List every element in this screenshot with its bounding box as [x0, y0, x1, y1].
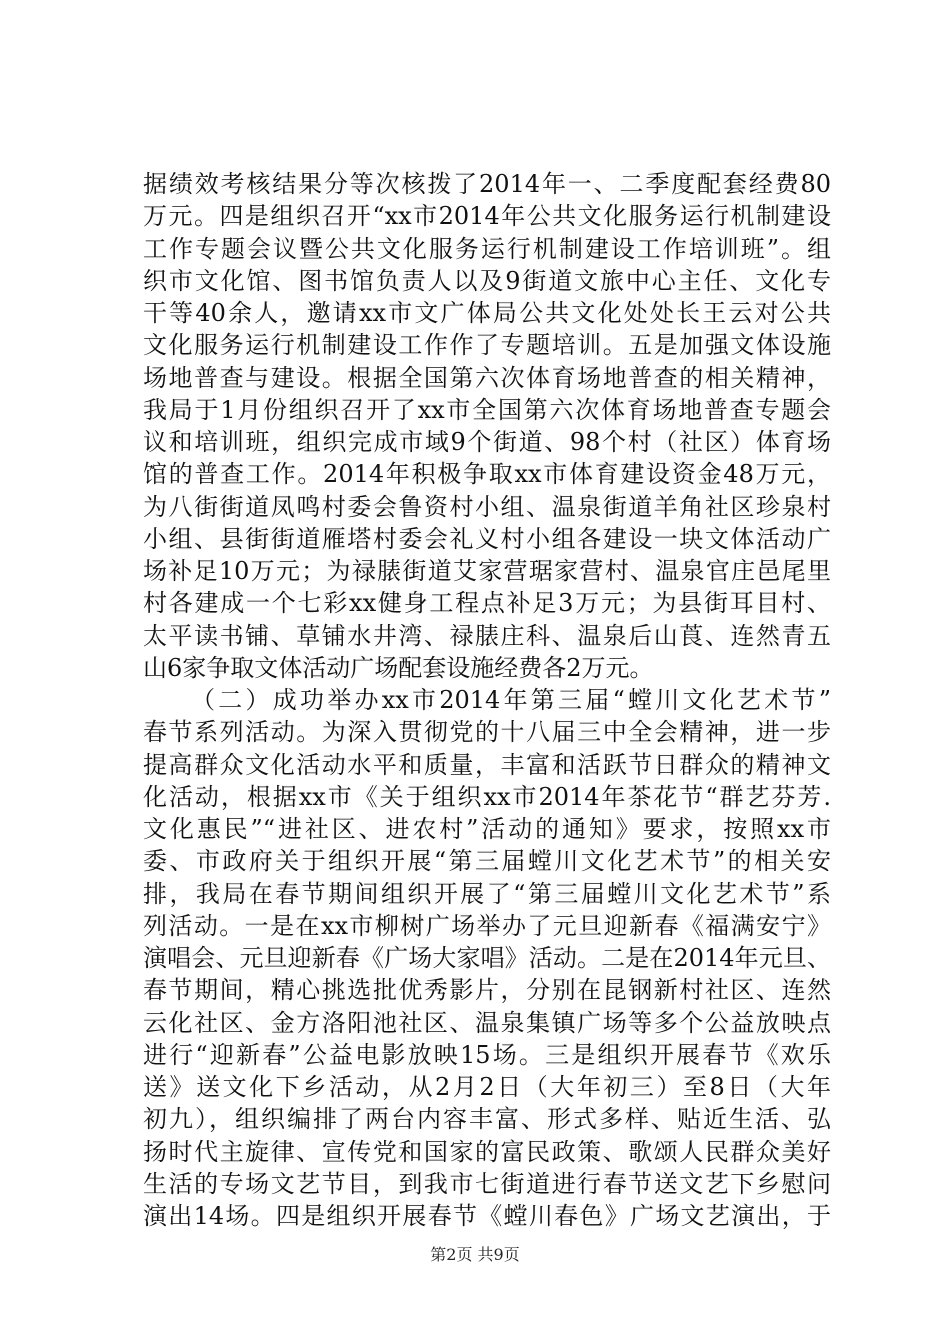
text-line: 演唱会、元旦迎新春《广场大家唱》活动。二是在2014年元旦、 [143, 944, 831, 972]
text-line: 扬时代主旋律、宣传党和国家的富民政策、歌颂人民群众美好 [143, 1137, 831, 1166]
text-line: 化活动，根据xx市《关于组织xx市2014年茶花节“群艺芬芳. [143, 782, 831, 811]
text-line: 山6家争取文体活动广场配套设施经费各2万元。 [143, 653, 654, 682]
text-line: 送》送文化下乡活动，从2月2日（大年初三）至8日（大年 [143, 1073, 831, 1101]
document-body [143, 168, 831, 1232]
text-line: 演出14场。四是组织开展春节《螳川春色》广场文艺演出，于 [143, 1202, 831, 1230]
text-line: 小组、县街街道雁塔村委会礼义村小组各建设一块文体活动广 [143, 524, 831, 553]
text-line: 场地普查与建设。根据全国第六次体育场地普查的相关精神， [143, 363, 831, 392]
text-line: 进行“迎新春”公益电影放映15场。三是组织开展春节《欢乐 [143, 1040, 831, 1069]
text-line: 工作专题会议暨公共文化服务运行机制建设工作培训班”。组 [143, 234, 831, 263]
text-line: 委、市政府关于组织开展“第三届螳川文化艺术节”的相关安 [143, 847, 831, 876]
text-line: 万元。四是组织召开“xx市2014年公共文化服务运行机制建设 [143, 202, 831, 231]
text-line: 文化惠民”“进社区、进农村”活动的通知》要求，按照xx市 [143, 815, 831, 843]
text-line: 排，我局在春节期间组织开展了“第三届螳川文化艺术节”系 [143, 879, 831, 908]
section-heading-line: （二）成功举办xx市2014年第三届“螳川文化艺术节” [191, 686, 831, 714]
text-line: 村各建成一个七彩xx健身工程点补足3万元；为县街耳目村、 [143, 589, 831, 618]
text-line: 列活动。一是在xx市柳树广场举办了元旦迎新春《福满安宁》 [143, 911, 831, 940]
text-line: 据绩效考核结果分等次核拨了2014年一、二季度配套经费80 [143, 170, 831, 198]
text-line: 春节系列活动。为深入贯彻党的十八届三中全会精神，进一步 [143, 718, 831, 747]
text-line: 我局于1月份组织召开了xx市全国第六次体育场地普查专题会 [143, 395, 831, 424]
text-line: 馆的普查工作。2014年积极争取xx市体育建设资金48万元， [143, 460, 831, 489]
text-line: 提高群众文化活动水平和质量，丰富和活跃节日群众的精神文 [143, 750, 831, 779]
text-line: 初九），组织编排了两台内容丰富、形式多样、贴近生活、弘 [143, 1105, 831, 1134]
page-number-footer: 第2页 共9页 [430, 1245, 520, 1264]
text-line: 春节期间，精心挑选批优秀影片，分别在昆钢新村社区、连然 [143, 976, 831, 1005]
text-line: 议和培训班，组织完成市域9个街道、98个村（社区）体育场 [143, 428, 831, 456]
text-line: 为八街街道凤鸣村委会鲁资村小组、温泉街道羊角社区珍泉村 [143, 492, 831, 521]
text-line: 云化社区、金方洛阳池社区、温泉集镇广场等多个公益放映点 [143, 1008, 831, 1037]
text-line: 织市文化馆、图书馆负责人以及9街道文旅中心主任、文化专 [143, 266, 831, 295]
text-line: 干等40余人，邀请xx市文广体局公共文化处处长王云对公共 [143, 299, 831, 327]
text-line: 场补足10万元；为禄脿街道艾家营琚家营村、温泉官庄邑尾里 [143, 557, 831, 585]
text-line: 文化服务运行机制建设工作作了专题培训。五是加强文体设施 [143, 331, 831, 360]
text-line: 生活的专场文艺节目，到我市七街道进行春节送文艺下乡慰问 [143, 1169, 831, 1198]
text-line: 太平读书铺、草铺水井湾、禄脿庄科、温泉后山莨、连然青五 [143, 621, 831, 650]
